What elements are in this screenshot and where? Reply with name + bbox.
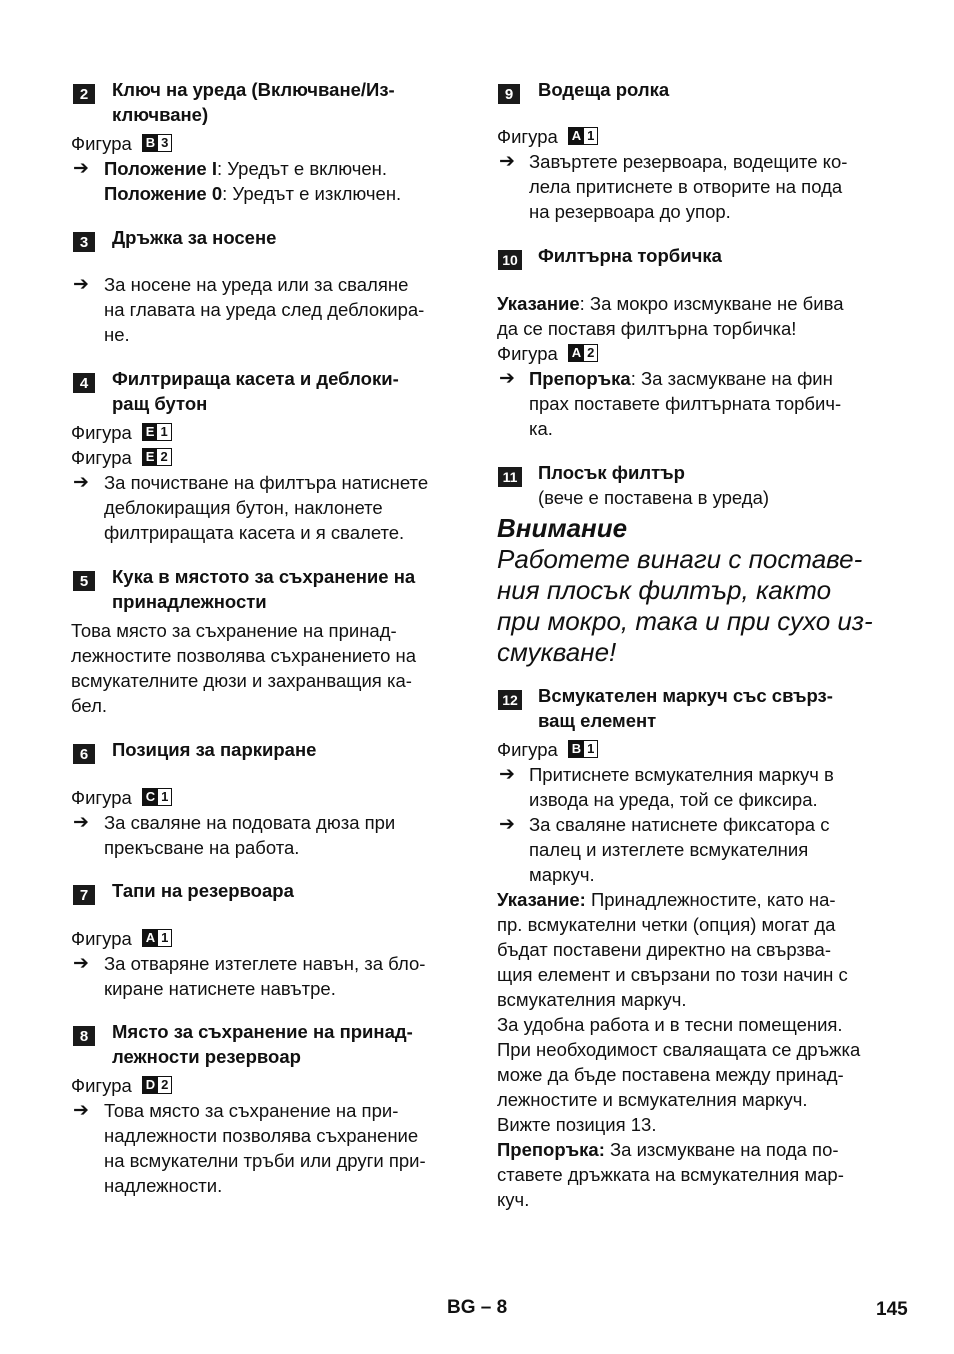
section-number: 7 — [73, 885, 95, 905]
warning-text: смукване! — [497, 637, 617, 667]
text-line: маркуч. — [529, 864, 595, 885]
arrow-icon: ➔ — [499, 764, 515, 785]
section-title: Дръжка за носене — [112, 227, 277, 248]
figure-ref: Фигура A 1 — [71, 926, 172, 951]
section-title: ключване) — [112, 104, 209, 125]
figure-ref: Фигура E 2 — [71, 445, 172, 470]
text-line: Това място за съхранение на принад- — [71, 620, 397, 641]
text-line: Завъртете резервоара, водещите ко- — [529, 151, 848, 172]
figure-ref: Фигура A 1 — [497, 124, 598, 149]
text-line: деблокиращия бутон, наклонете — [104, 497, 383, 518]
text-line: киране натиснете навътре. — [104, 978, 336, 999]
section-number: 11 — [498, 467, 522, 487]
text-line: пр. всмукателни четки (опция) могат да — [497, 914, 836, 935]
section-number: 3 — [73, 232, 95, 252]
text-line: прах поставете филтърната торбич- — [529, 393, 842, 414]
arrow-icon: ➔ — [73, 274, 89, 295]
figure-ref: Фигура D 2 — [71, 1073, 172, 1098]
section-title: Ключ на уреда (Включване/Из- — [112, 79, 395, 100]
text-line: ставете дръжката на всмукателния мар- — [497, 1164, 844, 1185]
text-line: За носене на уреда или за сваляне — [104, 274, 409, 295]
text-line: на резервоара до упор. — [529, 201, 731, 222]
text-line: Притиснете всмукателния маркуч в — [529, 764, 834, 785]
section-number: 4 — [73, 373, 95, 393]
section-subtitle: (вече е поставена в уреда) — [538, 487, 770, 508]
text-line: на всмукателни тръби или други при- — [104, 1150, 426, 1171]
arrow-icon: ➔ — [73, 158, 89, 179]
arrow-icon: ➔ — [73, 472, 89, 493]
section-title: ващ елемент — [538, 710, 657, 731]
figure-badge: A 2 — [568, 344, 599, 362]
text-line: не. — [104, 324, 130, 345]
section-number: 12 — [498, 690, 522, 710]
text-line: филтриращата касета и я свалете. — [104, 522, 405, 543]
arrow-icon: ➔ — [499, 368, 515, 389]
text-line: За сваляне на подовата дюза при — [104, 812, 396, 833]
text-line: бел. — [71, 695, 107, 716]
text-line: палец и изтеглете всмукателния — [529, 839, 809, 860]
section-number: 8 — [73, 1026, 95, 1046]
section-number: 10 — [498, 250, 522, 270]
warning-title: Внимание — [497, 513, 628, 543]
section-number: 9 — [498, 84, 520, 104]
text-line: да се поставя филтърна торбичка! — [497, 318, 797, 339]
note-line: Указание: За мокро изсмукване не бива — [497, 293, 844, 314]
text-line: Препоръка: За изсмукване на пода по- — [497, 1139, 839, 1160]
warning-text: Работете винаги с поставе- — [497, 544, 863, 574]
figure-ref: Фигура B 1 — [497, 737, 598, 762]
arrow-icon: ➔ — [73, 1100, 89, 1121]
figure-ref: Фигура E 1 — [71, 420, 172, 445]
section-number: 2 — [73, 84, 95, 104]
text-line: бъдат поставени директно на свързва- — [497, 939, 831, 960]
section-number: 6 — [73, 744, 95, 764]
text-line: на главата на уреда след деблокира- — [104, 299, 425, 320]
section-title: Филтрираща касета и деблоки- — [112, 368, 399, 389]
text-line: лежностите и всмукателния маркуч. — [497, 1089, 808, 1110]
text-line: всмукателните дюзи и захранващия ка- — [71, 670, 412, 691]
text-line: За сваляне натиснете фиксатора с — [529, 814, 830, 835]
section-title: ращ бутон — [112, 393, 208, 414]
text-line: Това място за съхранение на при- — [104, 1100, 399, 1121]
text-line: прекъсване на работа. — [104, 837, 300, 858]
text-line: Вижте позиция 13. — [497, 1114, 657, 1135]
text-line: лела притиснете в отворите на пода — [529, 176, 843, 197]
text-line: За удобна работа и в тесни помещения. — [497, 1014, 843, 1035]
text-line: За отваряне изтеглете навън, за бло- — [104, 953, 426, 974]
figure-badge: E 2 — [142, 448, 172, 466]
figure-badge: A 1 — [142, 929, 173, 947]
figure-ref: Фигура A 2 — [497, 341, 598, 366]
section-title: Филтърна торбичка — [538, 245, 722, 266]
warning-text: ния плосък филтър, както — [497, 575, 832, 605]
section-title: Всмукателен маркуч със свърз- — [538, 685, 833, 706]
figure-ref: Фигура B 3 — [71, 131, 172, 156]
section-title: Позиция за паркиране — [112, 739, 317, 760]
warning-text: при мокро, така и при сухо из- — [497, 606, 873, 636]
text-line: лежностите позволява съхранението на — [71, 645, 417, 666]
section-title: Място за съхранение на принад- — [112, 1021, 413, 1042]
text-line: За почистване на филтъра натиснете — [104, 472, 429, 493]
text-line: ка. — [529, 418, 553, 439]
text-line: може да бъде поставена между принад- — [497, 1064, 844, 1085]
text-line: извода на уреда, той се фиксира. — [529, 789, 818, 810]
figure-badge: A 1 — [568, 127, 599, 145]
page-number: 145 — [876, 1299, 908, 1320]
arrow-icon: ➔ — [73, 953, 89, 974]
figure-badge: B 3 — [142, 134, 173, 152]
text-line: всмукателния маркуч. — [497, 989, 687, 1010]
section-number: 5 — [73, 571, 95, 591]
text-line: Положение I: Уредът е включен. — [104, 158, 388, 179]
text-line: надлежности. — [104, 1175, 223, 1196]
figure-ref: Фигура C 1 — [71, 785, 172, 810]
text-line: При необходимост сваляащата се дръжка — [497, 1039, 861, 1060]
figure-badge: C 1 — [142, 788, 173, 806]
arrow-icon: ➔ — [499, 814, 515, 835]
text-line: куч. — [497, 1189, 530, 1210]
section-title: Тапи на резервоара — [112, 880, 294, 901]
section-title: принадлежности — [112, 591, 267, 612]
text-line: Положение 0: Уредът е изключен. — [104, 183, 402, 204]
section-title: Плосък филтър — [538, 462, 685, 483]
section-title: Водеща ролка — [538, 79, 670, 100]
section-title: лежности резервоар — [112, 1046, 301, 1067]
note-line: Указание: Принадлежностите, като на- — [497, 889, 836, 910]
figure-badge: B 1 — [568, 740, 599, 758]
figure-badge: D 2 — [142, 1076, 173, 1094]
footer-language-page: BG – 8 — [447, 1297, 508, 1318]
text-line: щия елемент и свързани по този начин с — [497, 964, 848, 985]
section-title: Кука в мястото за съхранение на — [112, 566, 416, 587]
figure-badge: E 1 — [142, 423, 172, 441]
text-line: Препоръка: За засмукване на фин — [529, 368, 833, 389]
arrow-icon: ➔ — [499, 151, 515, 172]
arrow-icon: ➔ — [73, 812, 89, 833]
text-line: надлежности позволява съхранение — [104, 1125, 419, 1146]
